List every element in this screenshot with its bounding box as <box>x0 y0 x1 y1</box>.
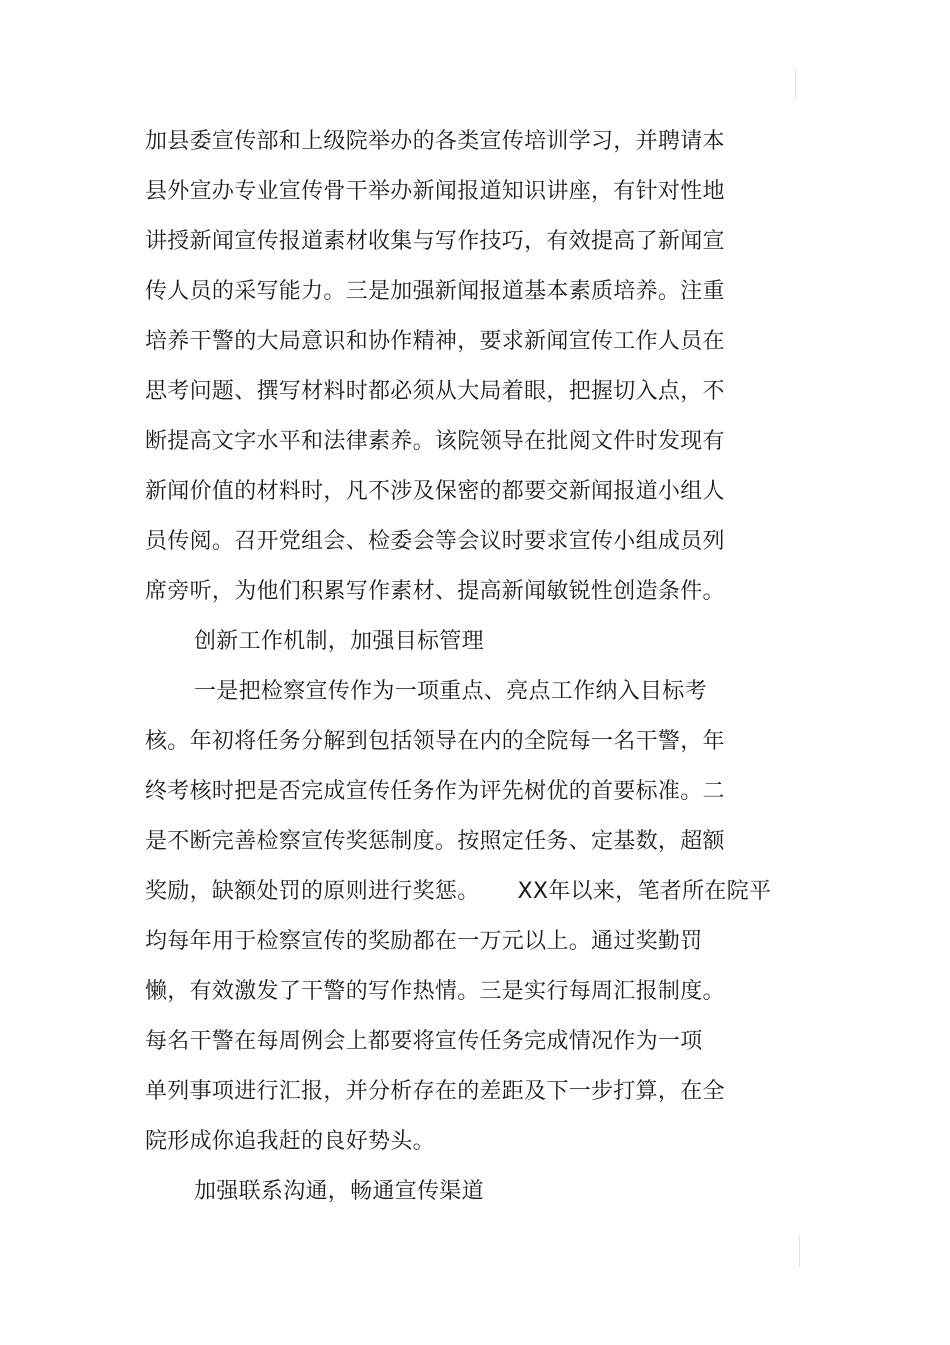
text-line-14: 终考核时把是否完成宣传任务作为评先树优的首要标准。二 <box>145 779 725 804</box>
text-line-4: 传人员的采写能力。三是加强新闻报道基本素质培养。注重 <box>145 279 725 304</box>
text-line-12: 一是把检察宣传作为一项重点、亮点工作纳入目标考 <box>194 679 707 704</box>
text-line-21: 院形成你追我赶的良好势头。 <box>145 1129 435 1154</box>
text-line-9: 员传阅。召开党组会、检委会等会议时要求宣传小组成员列 <box>145 529 725 554</box>
text-line-2: 县外宣办专业宣传骨干举办新闻报道知识讲座，有针对性地 <box>145 179 725 204</box>
page-edge-mark-bottom <box>799 1235 800 1267</box>
text-line-8: 新闻价值的材料时，凡不涉及保密的都要交新闻报道小组人 <box>145 479 725 504</box>
page-edge-mark-top <box>795 68 796 100</box>
section-heading-1: 创新工作机制，加强目标管理 <box>194 629 484 654</box>
text-line-18: 懒，有效激发了干警的写作热情。三是实行每周汇报制度。 <box>145 979 725 1004</box>
text-line-16 <box>145 877 771 907</box>
text-line-13: 核。年初将任务分解到包括领导在内的全院每一名干警，年 <box>145 729 725 754</box>
text-line-16-part-1: 奖励，缺额处罚的原则进行奖惩。 <box>145 879 480 904</box>
text-line-17: 均每年用于检察宣传的奖励都在一万元以上。通过奖勤罚 <box>145 929 703 954</box>
text-line-20: 单列事项进行汇报，并分析存在的差距及下一步打算，在全 <box>145 1079 725 1104</box>
text-line-6: 思考问题、撰写材料时都必须从大局着眼，把握切入点，不 <box>145 379 725 404</box>
text-line-19: 每名干警在每周例会上都要将宣传任务完成情况作为一项 <box>145 1029 703 1054</box>
text-line-7: 断提高文字水平和法律素养。该院领导在批阅文件时发现有 <box>145 429 725 454</box>
text-line-15: 是不断完善检察宣传奖惩制度。按照定任务、定基数，超额 <box>145 829 725 854</box>
text-line-10: 席旁听，为他们积累写作素材、提高新闻敏锐性创造条件。 <box>145 579 725 604</box>
section-heading-2: 加强联系沟通，畅通宣传渠道 <box>194 1179 484 1204</box>
text-line-3: 讲授新闻宣传报道素材收集与写作技巧，有效提高了新闻宣 <box>145 229 725 254</box>
text-line-5: 培养干警的大局意识和协作精神，要求新闻宣传工作人员在 <box>145 329 725 354</box>
text-line-16-part-2: XX年以来，笔者所在院平 <box>517 879 772 904</box>
text-line-1: 加县委宣传部和上级院举办的各类宣传培训学习，并聘请本 <box>145 129 725 154</box>
